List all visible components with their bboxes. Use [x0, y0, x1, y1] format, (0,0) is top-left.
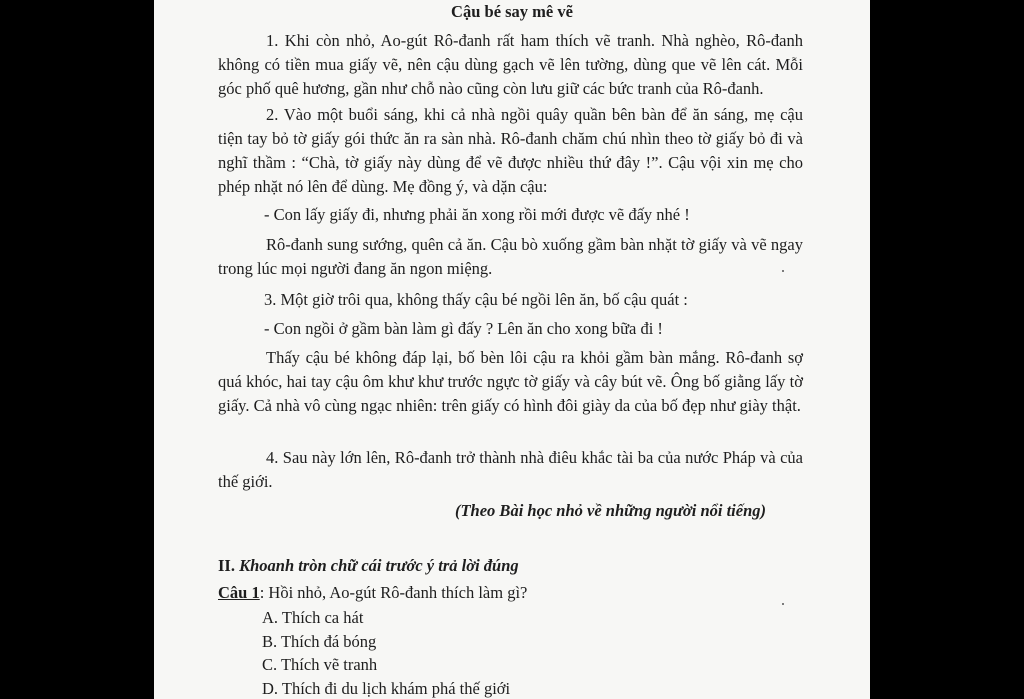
document-page	[154, 0, 870, 699]
question-1	[218, 581, 527, 605]
paragraph-4: Rô-đanh sung sướng, quên cả ăn. Cậu bò xuống gầm bàn nhặt tờ giấy và vẽ ngay trong lúc mọi người đang ăn ngon miệng.	[218, 235, 803, 278]
section-number: II.	[218, 556, 235, 575]
section-heading	[218, 554, 519, 578]
dialogue-father: - Con ngồi ở gầm bàn làm gì đấy ? Lên ăn cho xong bữa đi !	[264, 319, 663, 338]
section-heading-text: Khoanh tròn chữ cái trước ý trả lời đúng	[239, 556, 519, 575]
option-a[interactable]: A. Thích ca hát	[262, 608, 364, 627]
dialogue-mother: - Con lấy giấy đi, nhưng phải ăn xong rồi mới được vẽ đấy nhé !	[264, 205, 690, 224]
paragraph-5: 3. Một giờ trôi qua, không thấy cậu bé ngồi lên ăn, bố cậu quát :	[264, 290, 688, 309]
paragraph-8: 4. Sau này lớn lên, Rô-đanh trở thành nhà điêu khắc tài ba của nước Pháp và của thế giới.	[218, 448, 803, 491]
scan-speck	[782, 270, 784, 272]
option-b[interactable]: B. Thích đá bóng	[262, 632, 377, 651]
question-text: : Hồi nhỏ, Ao-gút Rô-đanh thích làm gì?	[259, 583, 528, 602]
question-label: Câu 1	[218, 583, 260, 602]
option-d[interactable]: D. Thích đi du lịch khám phá thế giới	[262, 679, 511, 698]
source-citation: (Theo Bài học nhỏ về những người nổi tiếng)	[454, 501, 766, 520]
paragraph-7: Thấy cậu bé không đáp lại, bố bèn lôi cậu ra khỏi gầm bàn mắng. Rô-đanh sợ quá khóc, hai tay cậu ôm khư khư trước ngực tờ giấy và cây bút vẽ. Ông bố giằng lấy tờ giấy. Cả nhà vô cùng ngạc nhiên: trên giấy có hình đôi giày da của bố đẹp như giày thật.	[218, 348, 803, 415]
option-c[interactable]: C. Thích vẽ tranh	[262, 655, 378, 674]
paragraph-1: 1. Khi còn nhỏ, Ao-gút Rô-đanh rất ham thích vẽ tranh. Nhà nghèo, Rô-đanh không có tiền mua giấy vẽ, nên cậu dùng gạch vẽ lên tường, dùng que vẽ lên cát. Mỗi góc phố quê hương, gần như chỗ nào cũng còn lưu giữ các bức tranh của Rô-đanh.	[218, 31, 803, 98]
scan-speck	[782, 603, 784, 605]
document-title: Cậu bé say mê vẽ	[451, 2, 573, 21]
paragraph-2: 2. Vào một buổi sáng, khi cả nhà ngồi quây quần bên bàn để ăn sáng, mẹ cậu tiện tay bỏ tờ giấy gói thức ăn ra sàn nhà. Rô-đanh chăm chú nhìn theo tờ giấy bỏ đi và nghĩ thầm : “Chà, tờ giấy này dùng để vẽ được nhiều thứ đây !”. Cậu vội xin mẹ cho phép nhặt nó lên để dùng. Mẹ đồng ý, và dặn cậu:	[218, 105, 803, 196]
